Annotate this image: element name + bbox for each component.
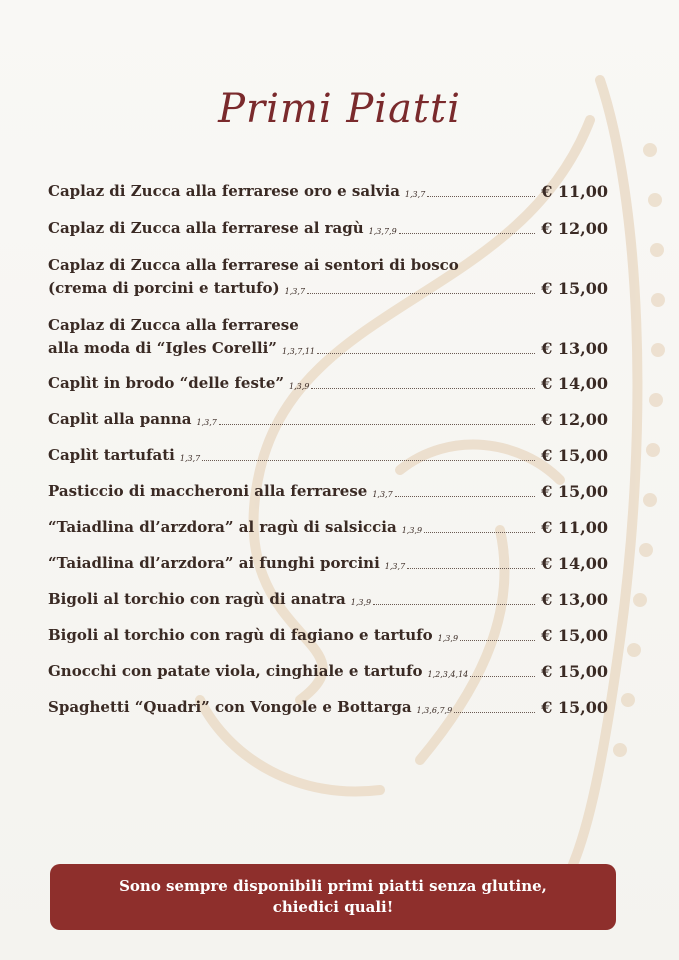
dot-leader xyxy=(399,233,536,234)
allergen-codes: 1,3,7 xyxy=(404,190,426,199)
dot-leader xyxy=(460,640,535,641)
dish-price: € 13,00 xyxy=(541,590,608,609)
list-item xyxy=(48,337,608,360)
dot-leader xyxy=(427,196,535,197)
list-item xyxy=(48,444,608,467)
allergen-codes: 1,3,7 xyxy=(284,287,306,296)
list-item xyxy=(48,696,608,719)
dot-leader xyxy=(424,532,535,533)
list-item xyxy=(48,480,608,503)
allergen-codes: 1,3,9 xyxy=(289,382,310,391)
dish-name: Caplaz di Zucca alla ferrarese oro e salvia xyxy=(48,182,400,200)
allergen-codes: 1,2,3,4,14 xyxy=(427,670,469,679)
allergen-codes: 1,3,7,9 xyxy=(368,227,397,236)
list-item xyxy=(48,180,608,203)
dot-leader xyxy=(202,460,535,461)
allergen-codes: 1,3,9 xyxy=(401,526,423,535)
list-item xyxy=(48,552,608,575)
allergen-codes: 1,3,6,7,9 xyxy=(416,706,453,715)
dot-leader xyxy=(470,676,535,677)
dish-name: “Taiadlina dl’arzdora” ai funghi porcini xyxy=(48,554,380,572)
dot-leader xyxy=(311,388,535,389)
dot-leader xyxy=(395,496,536,497)
dot-leader xyxy=(307,293,535,294)
menu-list xyxy=(48,180,608,719)
dish-price: € 13,00 xyxy=(541,339,608,358)
dot-leader xyxy=(219,424,535,425)
banner-line-2: chiedici quali! xyxy=(272,898,394,916)
dot-leader xyxy=(454,712,535,713)
dish-price: € 15,00 xyxy=(541,662,608,681)
dish-price: € 15,00 xyxy=(541,446,608,465)
allergen-codes: 1,3,7 xyxy=(384,562,406,571)
list-item xyxy=(48,624,608,647)
dot-leader xyxy=(317,353,535,354)
dish-name-line1: Caplaz di Zucca alla ferrarese xyxy=(48,316,299,334)
dish-name: Spaghetti “Quadri” con Vongole e Bottarga xyxy=(48,698,412,716)
dot-leader xyxy=(407,568,535,569)
allergen-codes: 1,3,7,11 xyxy=(281,347,316,356)
dish-price: € 12,00 xyxy=(541,410,608,429)
dish-name: Caplìt in brodo “delle feste” xyxy=(48,374,284,392)
dish-name: Gnocchi con patate viola, cinghiale e tartufo xyxy=(48,662,423,680)
allergen-codes: 1,3,7 xyxy=(179,454,201,463)
dish-name: Caplaz di Zucca alla ferrarese al ragù xyxy=(48,219,364,237)
dish-name: Caplìt alla panna xyxy=(48,410,192,428)
list-item xyxy=(48,217,608,240)
list-item xyxy=(48,372,608,395)
dish-name: Caplìt tartufati xyxy=(48,446,175,464)
dish-name-line1: Caplaz di Zucca alla ferrarese ai sentori di bosco xyxy=(48,256,459,274)
list-item xyxy=(48,408,608,431)
dish-name: Bigoli al torchio con ragù di fagiano e tartufo xyxy=(48,626,433,644)
dish-price: € 15,00 xyxy=(541,279,608,298)
dish-price: € 11,00 xyxy=(541,182,608,201)
dish-price: € 12,00 xyxy=(541,219,608,238)
dish-price: € 14,00 xyxy=(541,374,608,393)
dish-name: (crema di porcini e tartufo) xyxy=(48,279,280,297)
gluten-free-banner xyxy=(50,864,616,930)
dish-name: alla moda di “Igles Corelli” xyxy=(48,339,277,357)
dish-name: Pasticcio di maccheroni alla ferrarese xyxy=(48,482,368,500)
dish-name: “Taiadlina dl’arzdora” al ragù di salsiccia xyxy=(48,518,397,536)
dish-price: € 15,00 xyxy=(541,626,608,645)
list-item xyxy=(48,516,608,539)
allergen-codes: 1,3,7 xyxy=(196,418,217,427)
dish-price: € 11,00 xyxy=(541,518,608,537)
dish-price: € 15,00 xyxy=(541,482,608,501)
dish-name: Bigoli al torchio con ragù di anatra xyxy=(48,590,346,608)
list-item xyxy=(48,588,608,611)
list-item xyxy=(48,277,608,300)
dish-price: € 14,00 xyxy=(541,554,608,573)
allergen-codes: 1,3,9 xyxy=(437,634,459,643)
list-item xyxy=(48,660,608,683)
dot-leader xyxy=(373,604,535,605)
dish-price: € 15,00 xyxy=(541,698,608,717)
allergen-codes: 1,3,9 xyxy=(350,598,372,607)
banner-line-1: Sono sempre disponibili primi piatti senza glutine, xyxy=(119,877,547,895)
allergen-codes: 1,3,7 xyxy=(372,490,393,499)
page-title: Primi Piatti xyxy=(218,86,461,132)
